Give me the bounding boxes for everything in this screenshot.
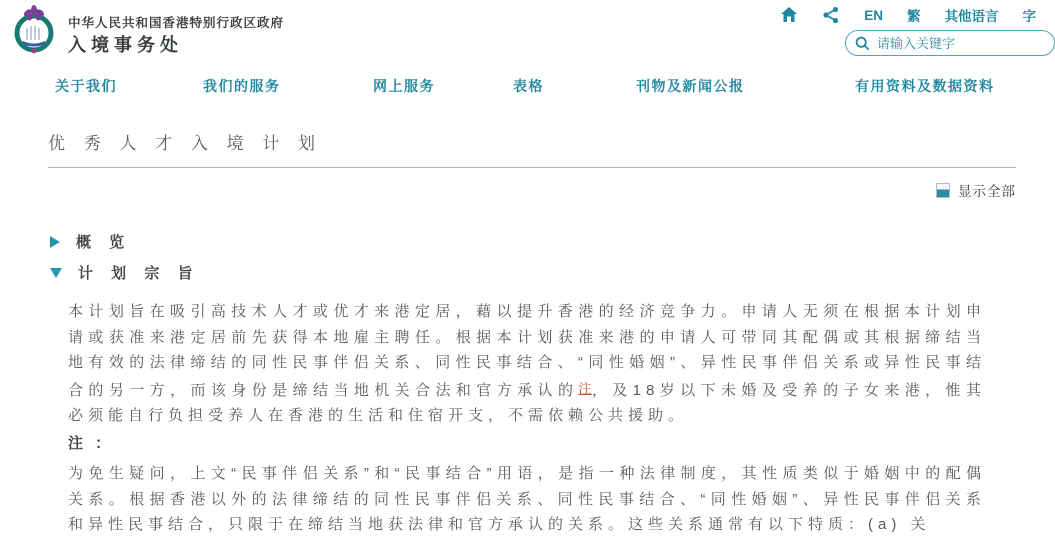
home-icon[interactable] — [780, 6, 798, 24]
immd-emblem-icon — [9, 5, 59, 57]
section-scheme-objective-label: 计 划 宗 旨 — [78, 265, 200, 282]
paragraph-text-after-note: ，及18岁以下未婚及受养的子女来港，惟其必须能自行负担受养人在香港的生活和住宿开支，不需依赖公共援助。 — [68, 381, 986, 424]
chevron-down-icon — [50, 268, 62, 278]
show-all-label: 显示全部 — [958, 184, 1016, 199]
nav-item-useful-info[interactable]: 有用资料及数据资料 — [855, 78, 995, 94]
share-icon[interactable] — [822, 6, 840, 24]
show-all-button[interactable] — [936, 180, 1016, 200]
section-overview-label: 概 览 — [76, 234, 132, 251]
utility-bar — [780, 4, 1036, 26]
search-icon — [855, 36, 870, 51]
section-overview[interactable] — [50, 231, 131, 252]
dept-title: 入境事务处 — [68, 35, 183, 55]
gov-title: 中华人民共和国香港特别行政区政府 — [68, 16, 285, 30]
nav-item-our-services[interactable]: 我们的服务 — [203, 78, 281, 94]
title-divider — [48, 167, 1016, 168]
expand-all-icon — [936, 183, 950, 198]
note-heading: 注 ： — [68, 435, 115, 452]
page-title: 优 秀 人 才 入 境 计 划 — [48, 134, 323, 153]
nav-item-forms[interactable]: 表格 — [513, 78, 544, 94]
search-input[interactable] — [877, 36, 1053, 51]
section-scheme-objective[interactable] — [50, 262, 200, 283]
other-languages-link[interactable]: 其他语言 — [944, 9, 999, 24]
site-header — [0, 0, 1036, 62]
nav-item-about[interactable]: 关于我们 — [55, 78, 117, 94]
lang-traditional-link[interactable]: 繁 — [907, 9, 921, 24]
lang-english-link[interactable]: EN — [864, 7, 883, 23]
chevron-right-icon — [50, 236, 60, 248]
note-paragraph: 为免生疑问，上文“民事伴侣关系”和“民事结合”用语，是指一种法律制度，其性质类似于婚姻中的配偶关系。根据香港以外的法律缔结的同性民事伴侣关系、同性民事结合、“同性婚姻”、异性民事伴侣关系和异性民事结合，只限于在缔结当地获法律和官方承认的关系。这些关系通常有以下特质：(a) 关 — [68, 465, 986, 533]
immd-logo — [9, 5, 59, 57]
nav-item-publications[interactable]: 刊物及新闻公报 — [636, 78, 745, 94]
font-size-link[interactable]: 字 — [1022, 9, 1036, 24]
note-link[interactable]: 注 — [578, 380, 592, 396]
search-box[interactable] — [845, 30, 1055, 56]
paragraph-text-before-note: 本计划旨在吸引高技术人才或优才来港定居，藉以提升香港的经济竞争力。申请人无须在根据本计划申请或获准来港定居前先获得本地雇主聘任。根据本计划获准来港的申请人可带同其配偶或其根据缔结当地有效的法律缔结的同性民事伴侣关系、同性民事结合、“同性婚姻”、异性民事伴侣关系或异性民事结合的另一方，而该身份是缔结当地机关合法和官方承认的 — [68, 303, 986, 399]
nav-item-online-services[interactable]: 网上服务 — [373, 78, 435, 94]
scheme-paragraph — [68, 299, 986, 429]
main-nav — [0, 70, 1024, 102]
